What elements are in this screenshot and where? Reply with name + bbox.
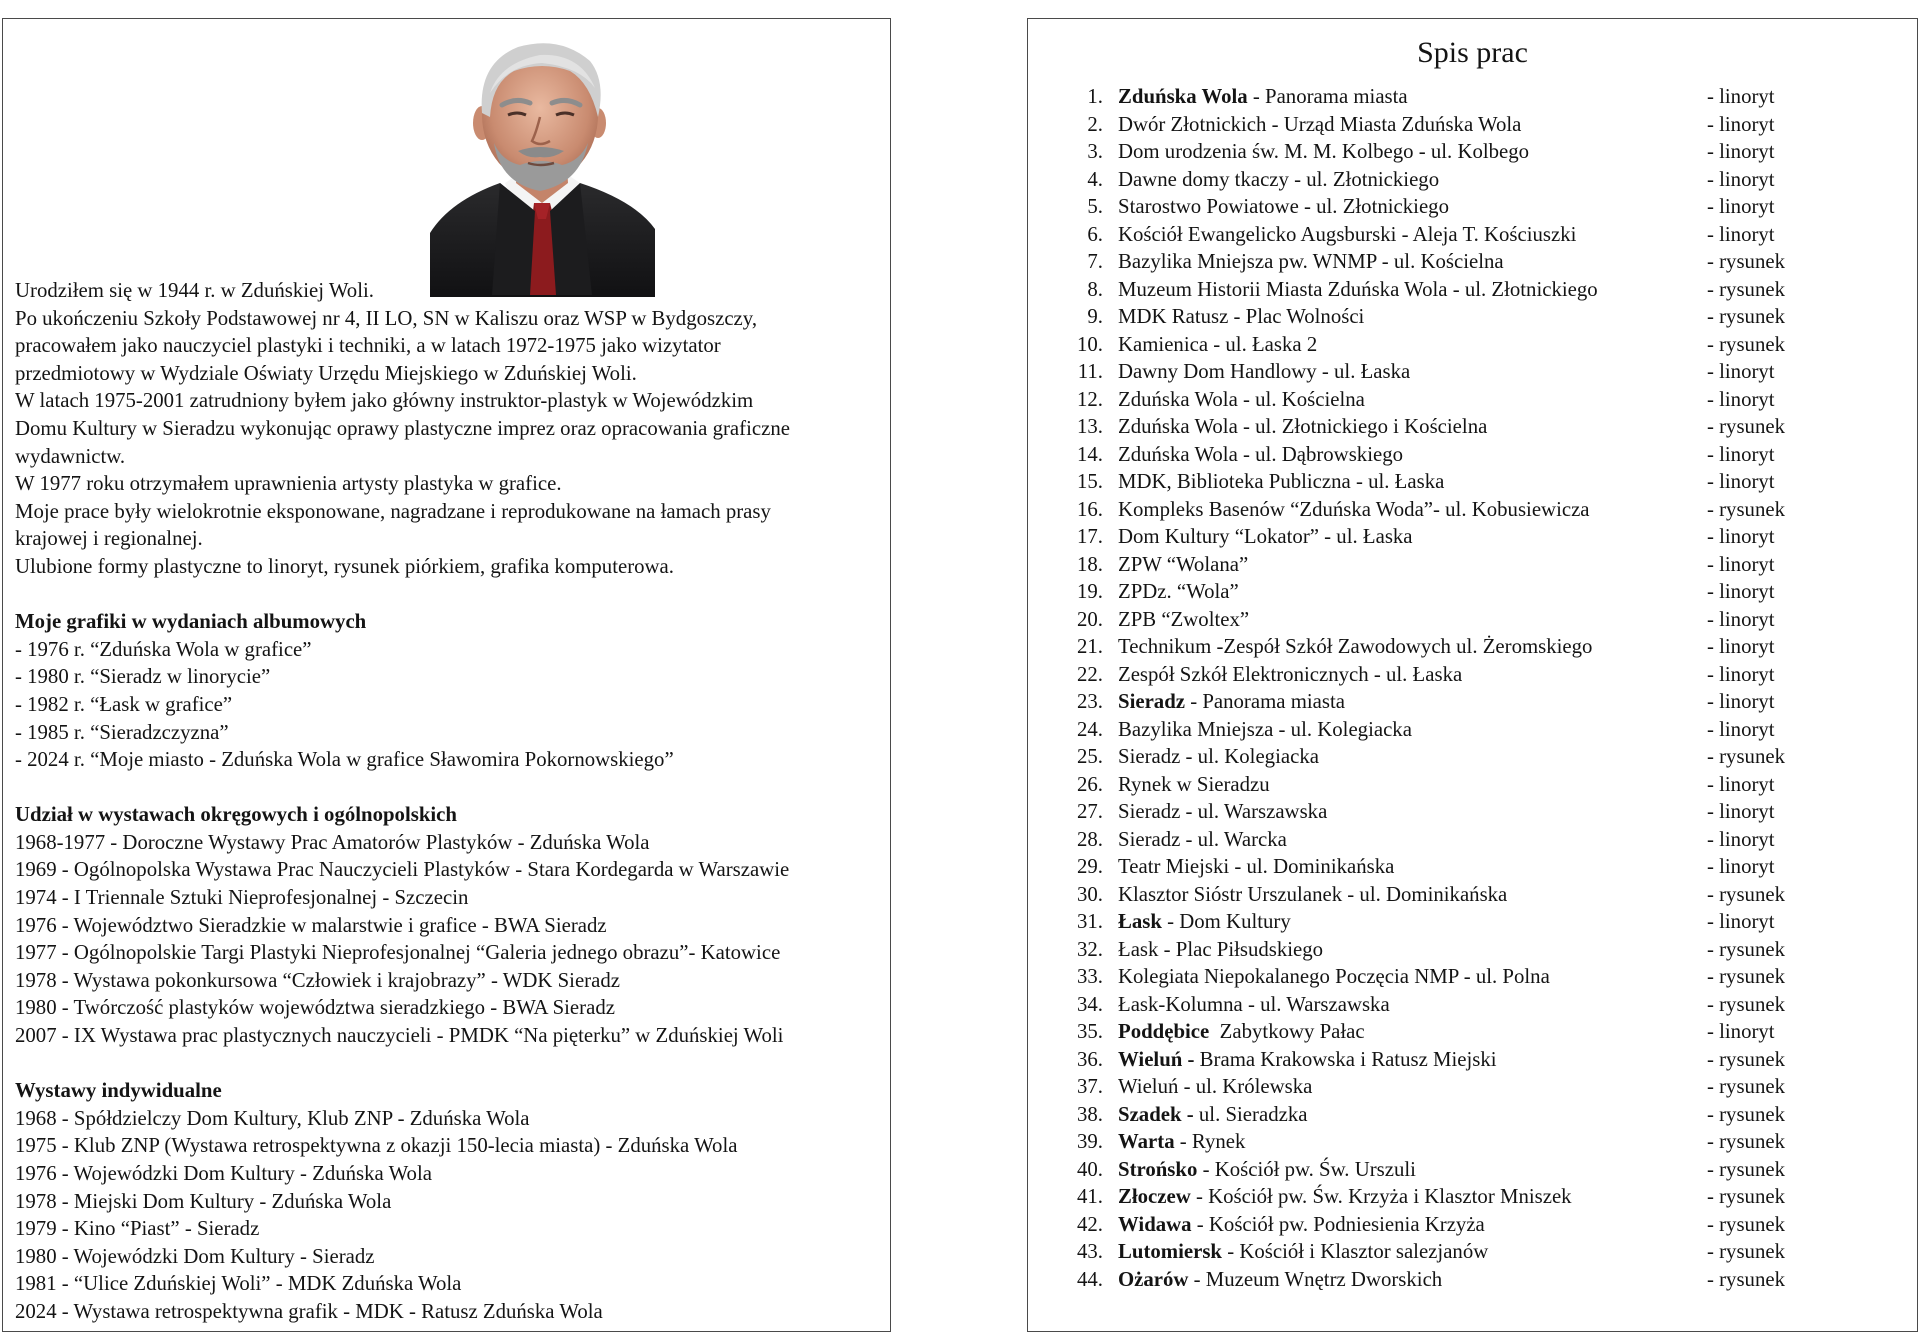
work-number: 20. xyxy=(1077,607,1103,631)
work-technique: - rysunek xyxy=(1707,1130,1785,1153)
group-exhibition-item: 1978 - Wystawa pokonkursowa “Człowiek i krajobrazy” - WDK Sieradz xyxy=(15,968,620,992)
work-technique: - linoryt xyxy=(1707,442,1775,466)
work-item xyxy=(1067,578,1907,606)
work-technique: - linoryt xyxy=(1707,470,1775,493)
work-number: 24. xyxy=(1077,717,1103,741)
work-description: Sieradz - ul. Warszawska xyxy=(1118,800,1328,823)
work-number: 38. xyxy=(1077,1102,1103,1126)
work-place: Widawa xyxy=(1118,1212,1192,1236)
work-item xyxy=(1067,358,1907,386)
biography-text xyxy=(15,277,889,1326)
work-number: 32. xyxy=(1077,937,1103,961)
album-item: - 1985 r. “Sieradzczyzna” xyxy=(15,720,229,744)
work-item xyxy=(1067,386,1907,414)
work-number: 8. xyxy=(1087,277,1103,301)
work-number: 13. xyxy=(1077,415,1103,438)
work-title xyxy=(1118,551,1248,579)
work-technique: - rysunek xyxy=(1707,1212,1785,1236)
work-title xyxy=(1118,276,1598,304)
work-place: Szadek - xyxy=(1118,1102,1194,1126)
work-place: Złoczew xyxy=(1118,1185,1191,1208)
bio-line: wydawnictw. xyxy=(15,444,126,468)
work-technique: - linoryt xyxy=(1707,140,1775,163)
work-item xyxy=(1067,276,1907,304)
section-spacer xyxy=(15,774,889,802)
work-description: Sieradz - ul. Kolegiacka xyxy=(1118,745,1319,768)
work-description: MDK, Biblioteka Publiczna - ul. Łaska xyxy=(1118,470,1445,493)
group-exhibition-item: 1969 - Ogólnopolska Wystawa Prac Nauczycieli Plastyków - Stara Kordegarda w Warszawie xyxy=(15,858,790,882)
work-technique: - rysunek xyxy=(1707,1240,1785,1263)
work-item xyxy=(1067,1101,1907,1129)
work-place: Sieradz xyxy=(1118,690,1186,713)
work-item xyxy=(1067,496,1907,524)
work-title xyxy=(1118,496,1590,524)
work-number: 22. xyxy=(1077,662,1103,686)
work-technique: - rysunek xyxy=(1707,937,1785,961)
work-number: 41. xyxy=(1077,1185,1103,1208)
work-title xyxy=(1118,1128,1245,1156)
work-number: 36. xyxy=(1077,1047,1103,1071)
work-title xyxy=(1118,1018,1365,1046)
work-item xyxy=(1067,303,1907,331)
work-number: 18. xyxy=(1077,552,1103,576)
work-item xyxy=(1067,881,1907,909)
solo-exhibition-item: 1978 - Miejski Dom Kultury - Zduńska Wola xyxy=(15,1189,392,1213)
work-item xyxy=(1067,441,1907,469)
work-place: Warta xyxy=(1118,1130,1175,1153)
work-description: Bazylika Mniejsza pw. WNMP - ul. Kościelna xyxy=(1118,250,1504,273)
work-technique: - rysunek xyxy=(1707,1102,1785,1126)
section-spacer xyxy=(15,1050,889,1078)
group-exhibition-item: 1974 - I Triennale Sztuki Nieprofesjonalnej - Szczecin xyxy=(15,886,469,910)
work-technique: - linoryt xyxy=(1707,1020,1775,1043)
work-description: Zabytkowy Pałac xyxy=(1209,1020,1365,1043)
work-item xyxy=(1067,936,1907,964)
work-number: 37. xyxy=(1077,1075,1103,1098)
work-item xyxy=(1067,1183,1907,1211)
group-exhibition-item: 1980 - Twórczość plastyków województwa sieradzkiego - BWA Sieradz xyxy=(15,996,615,1020)
work-title xyxy=(1118,166,1439,194)
work-technique: - rysunek xyxy=(1707,745,1785,768)
work-technique: - rysunek xyxy=(1707,882,1785,906)
work-item xyxy=(1067,468,1907,496)
work-number: 44. xyxy=(1077,1267,1103,1291)
work-title xyxy=(1118,936,1323,964)
work-technique: - linoryt xyxy=(1707,85,1775,108)
portrait-illustration xyxy=(430,33,655,297)
work-description: - Kościół pw. Św. Urszuli xyxy=(1197,1157,1416,1181)
work-technique: - linoryt xyxy=(1707,717,1775,741)
work-description: Dom urodzenia św. M. M. Kolbego - ul. Kolbego xyxy=(1118,140,1530,163)
work-description: - Kościół i Klasztor salezjanów xyxy=(1222,1240,1489,1263)
work-description: Starostwo Powiatowe - ul. Złotnickiego xyxy=(1118,195,1449,218)
work-description: Zduńska Wola - ul. Złotnickiego i Kościelna xyxy=(1118,415,1488,438)
work-number: 42. xyxy=(1077,1212,1103,1236)
work-number: 19. xyxy=(1077,580,1103,603)
work-place: Strońsko xyxy=(1118,1157,1198,1181)
work-place: Łask xyxy=(1118,910,1162,933)
work-number: 15. xyxy=(1077,470,1103,493)
work-technique: - rysunek xyxy=(1707,415,1785,438)
work-item xyxy=(1067,743,1907,771)
work-technique: - rysunek xyxy=(1707,250,1785,273)
work-title xyxy=(1118,358,1410,386)
work-number: 34. xyxy=(1077,992,1103,1016)
work-technique: - rysunek xyxy=(1707,305,1785,328)
bio-line: Urodziłem się w 1944 r. w Zduńskiej Woli. xyxy=(15,279,374,302)
work-technique: - rysunek xyxy=(1707,1267,1785,1291)
solo-exhibition-item: 1975 - Klub ZNP (Wystawa retrospektywna z okazji 150-lecia miasta) - Zduńska Wola xyxy=(15,1134,738,1158)
work-description: Dom Kultury “Lokator” - ul. Łaska xyxy=(1118,525,1413,548)
work-item xyxy=(1067,606,1907,634)
work-description: Dawny Dom Handlowy - ul. Łaska xyxy=(1118,360,1411,383)
work-number: 14. xyxy=(1077,442,1103,466)
bio-line: Ulubione formy plastyczne to linoryt, rysunek piórkiem, grafika komputerowa. xyxy=(15,554,674,578)
work-title xyxy=(1118,303,1364,331)
work-technique: - rysunek xyxy=(1707,1075,1785,1098)
work-item xyxy=(1067,1018,1907,1046)
work-item xyxy=(1067,716,1907,744)
work-title xyxy=(1118,963,1550,991)
work-place: Ożarów xyxy=(1118,1267,1189,1291)
work-item xyxy=(1067,1156,1907,1184)
work-item xyxy=(1067,908,1907,936)
work-title xyxy=(1118,826,1287,854)
work-description: Kompleks Basenów “Zduńska Woda”- ul. Kobusiewicza xyxy=(1118,497,1590,521)
work-description: Rynek w Sieradzu xyxy=(1118,772,1270,796)
work-description: - Kościół pw. Św. Krzyża i Klasztor Mniszek xyxy=(1190,1185,1572,1208)
solo-exhibition-item: 1979 - Kino “Piast” - Sieradz xyxy=(15,1217,260,1241)
work-description: Łask - Plac Piłsudskiego xyxy=(1118,937,1324,961)
work-number: 33. xyxy=(1077,965,1103,988)
work-description: Technikum -Zespół Szkół Zawodowych ul. Żeromskiego xyxy=(1118,635,1593,658)
work-number: 4. xyxy=(1087,167,1103,191)
work-item xyxy=(1067,248,1907,276)
work-technique: - rysunek xyxy=(1707,497,1785,521)
work-description: ul. Sieradzka xyxy=(1193,1102,1308,1126)
solo-exhibition-item: 1981 - “Ulice Zduńskiej Woli” - MDK Zduńska Wola xyxy=(15,1272,462,1296)
group-exhibition-item: 2007 - IX Wystawa prac plastycznych nauczycieli - PMDK “Na pięterku” w Zduńskiej Woli xyxy=(15,1024,784,1048)
work-number: 27. xyxy=(1077,800,1103,823)
work-item xyxy=(1067,798,1907,826)
work-title xyxy=(1118,386,1365,414)
work-number: 5. xyxy=(1087,195,1103,218)
work-title xyxy=(1118,248,1504,276)
work-item xyxy=(1067,551,1907,579)
work-number: 2. xyxy=(1087,112,1103,136)
work-technique: - rysunek xyxy=(1707,277,1785,301)
work-description: ZPB “Zwoltex” xyxy=(1118,607,1250,631)
work-item xyxy=(1067,1073,1907,1101)
work-title xyxy=(1118,331,1317,359)
bio-line: Domu Kultury w Sieradzu wykonując oprawy plastyczne imprez oraz opracowania graficzne xyxy=(15,416,790,440)
work-title xyxy=(1118,688,1345,716)
section-spacer xyxy=(15,581,889,609)
works-list-page xyxy=(1027,18,1918,1332)
work-description: - Muzeum Wnętrz Dworskich xyxy=(1188,1267,1443,1291)
work-description: Zduńska Wola - ul. Kościelna xyxy=(1118,387,1365,411)
work-number: 16. xyxy=(1077,497,1103,521)
work-title xyxy=(1118,578,1239,606)
work-title xyxy=(1118,441,1403,469)
work-title xyxy=(1118,771,1270,799)
work-description: - Kościół pw. Podniesienia Krzyża xyxy=(1191,1212,1485,1236)
work-technique: - linoryt xyxy=(1707,552,1775,576)
work-title xyxy=(1118,138,1529,166)
group-exhibition-item: 1968-1977 - Doroczne Wystawy Prac Amatorów Plastyków - Zduńska Wola xyxy=(15,830,650,854)
work-number: 28. xyxy=(1077,827,1103,851)
work-item xyxy=(1067,221,1907,249)
work-description: Brama Krakowska i Ratusz Miejski xyxy=(1194,1047,1497,1071)
work-description: Kamienica - ul. Łaska 2 xyxy=(1118,332,1318,356)
work-technique: - linoryt xyxy=(1707,222,1775,246)
work-technique: - linoryt xyxy=(1707,827,1775,851)
work-number: 40. xyxy=(1077,1157,1103,1181)
work-description: Zespół Szkół Elektronicznych - ul. Łaska xyxy=(1118,662,1463,686)
album-item: - 1982 r. “Łask w grafice” xyxy=(15,692,233,716)
work-technique: - linoryt xyxy=(1707,525,1775,548)
work-number: 7. xyxy=(1087,250,1103,273)
solo-exhibition-item: 1968 - Spółdzielczy Dom Kultury, Klub ZNP - Zduńska Wola xyxy=(15,1106,530,1130)
work-technique: - linoryt xyxy=(1707,772,1775,796)
work-description: Wieluń - ul. Królewska xyxy=(1118,1075,1313,1098)
work-title xyxy=(1118,633,1592,661)
works-list xyxy=(1067,83,1907,1293)
work-title xyxy=(1118,908,1291,936)
work-number: 3. xyxy=(1087,140,1103,163)
work-description: Bazylika Mniejsza - ul. Kolegiacka xyxy=(1118,717,1412,741)
work-number: 30. xyxy=(1077,882,1103,906)
group-exhibitions-heading: Udział w wystawach okręgowych i ogólnopolskich xyxy=(15,803,457,827)
work-title xyxy=(1118,881,1507,909)
work-number: 11. xyxy=(1077,360,1103,383)
work-item xyxy=(1067,771,1907,799)
work-description: ZPW “Wolana” xyxy=(1118,552,1249,576)
work-description: - Dom Kultury xyxy=(1161,910,1291,933)
work-technique: - linoryt xyxy=(1707,360,1775,383)
work-description: Dawne domy tkaczy - ul. Złotnickiego xyxy=(1118,167,1440,191)
bio-line: W 1977 roku otrzymałem uprawnienia artysty plastyka w grafice. xyxy=(15,472,562,496)
group-exhibition-item: 1976 - Województwo Sieradzkie w malarstwie i grafice - BWA Sieradz xyxy=(15,913,607,937)
work-title xyxy=(1118,1183,1572,1211)
work-number: 12. xyxy=(1077,387,1103,411)
work-title xyxy=(1118,991,1390,1019)
work-item xyxy=(1067,1238,1907,1266)
work-technique: - linoryt xyxy=(1707,112,1775,136)
work-item xyxy=(1067,193,1907,221)
work-number: 31. xyxy=(1077,910,1103,933)
work-number: 35. xyxy=(1077,1020,1103,1043)
work-technique: - linoryt xyxy=(1707,167,1775,191)
work-item xyxy=(1067,1046,1907,1074)
work-number: 17. xyxy=(1077,525,1103,548)
work-item xyxy=(1067,111,1907,139)
work-description: Dwór Złotnickich - Urząd Miasta Zduńska Wola xyxy=(1118,112,1522,136)
work-place: Lutomiersk xyxy=(1118,1240,1222,1263)
work-number: 10. xyxy=(1077,332,1103,356)
bio-line: Po ukończeniu Szkoły Podstawowej nr 4, II LO, SN w Kaliszu oraz WSP w Bydgoszczy, xyxy=(15,306,758,330)
work-description: Zduńska Wola - ul. Dąbrowskiego xyxy=(1118,442,1404,466)
work-technique: - rysunek xyxy=(1707,332,1785,356)
work-technique: - linoryt xyxy=(1707,580,1775,603)
work-place: Wieluń - xyxy=(1118,1047,1195,1071)
work-description: MDK Ratusz - Plac Wolności xyxy=(1118,305,1365,328)
work-title xyxy=(1118,798,1327,826)
work-item xyxy=(1067,826,1907,854)
work-title xyxy=(1118,1156,1416,1184)
work-technique: - linoryt xyxy=(1707,662,1775,686)
bio-line: Moje prace były wielokrotnie eksponowane, nagradzane i reprodukowane na łamach prasy xyxy=(15,499,771,523)
work-title xyxy=(1118,1238,1488,1266)
work-number: 21. xyxy=(1077,635,1103,658)
work-title xyxy=(1118,1266,1442,1294)
work-technique: - rysunek xyxy=(1707,1157,1785,1181)
work-technique: - linoryt xyxy=(1707,607,1775,631)
work-description: Kolegiata Niepokalanego Poczęcia NMP - ul. Polna xyxy=(1118,965,1550,988)
work-item xyxy=(1067,633,1907,661)
work-item xyxy=(1067,661,1907,689)
work-title xyxy=(1118,523,1413,551)
work-technique: - rysunek xyxy=(1707,992,1785,1016)
work-title xyxy=(1118,193,1449,221)
author-portrait xyxy=(430,33,655,297)
work-number: 29. xyxy=(1077,855,1103,878)
work-description: Łask-Kolumna - ul. Warszawska xyxy=(1118,992,1390,1016)
work-description: - Panorama miasta xyxy=(1185,690,1345,713)
bio-line: przedmiotowy w Wydziale Oświaty Urzędu Miejskiego w Zduńskiej Woli. xyxy=(15,361,637,385)
bio-line: krajowej i regionalnej. xyxy=(15,527,203,551)
work-item xyxy=(1067,413,1907,441)
album-item: - 1980 r. “Sieradz w linorycie” xyxy=(15,665,271,689)
works-list-title: Spis prac xyxy=(1417,36,1528,69)
work-item xyxy=(1067,331,1907,359)
work-technique: - linoryt xyxy=(1707,910,1775,933)
work-title xyxy=(1118,111,1521,139)
work-number: 26. xyxy=(1077,772,1103,796)
work-technique: - linoryt xyxy=(1707,635,1775,658)
work-title xyxy=(1118,743,1319,771)
work-technique: - rysunek xyxy=(1707,965,1785,988)
work-place: Zduńska Wola xyxy=(1118,85,1248,108)
group-exhibition-item: 1977 - Ogólnopolskie Targi Plastyki Nieprofesjonalnej “Galeria jednego obrazu”- Katowice xyxy=(15,941,781,965)
work-title xyxy=(1118,1211,1485,1239)
work-description: Klasztor Sióstr Urszulanek - ul. Dominikańska xyxy=(1118,882,1508,906)
work-title xyxy=(1118,221,1576,249)
work-item xyxy=(1067,166,1907,194)
work-item xyxy=(1067,853,1907,881)
work-item xyxy=(1067,83,1907,111)
work-title xyxy=(1118,1046,1497,1074)
solo-exhibition-item: 1976 - Wojewódzki Dom Kultury - Zduńska Wola xyxy=(15,1162,432,1185)
work-item xyxy=(1067,688,1907,716)
work-number: 23. xyxy=(1077,690,1103,713)
work-description: - Rynek xyxy=(1174,1130,1246,1153)
bio-line: W latach 1975-2001 zatrudniony byłem jako główny instruktor-plastyk w Wojewódzkim xyxy=(15,389,754,413)
work-title xyxy=(1118,1073,1312,1101)
work-number: 43. xyxy=(1077,1240,1103,1263)
album-item: - 2024 r. “Moje miasto - Zduńska Wola w grafice Sławomira Pokornowskiego” xyxy=(15,748,674,772)
work-item xyxy=(1067,1128,1907,1156)
work-description: - Panorama miasta xyxy=(1247,85,1408,108)
work-item xyxy=(1067,991,1907,1019)
work-technique: - linoryt xyxy=(1707,800,1775,823)
work-number: 9. xyxy=(1087,305,1103,328)
work-description: ZPDz. “Wola” xyxy=(1118,580,1239,603)
album-item: - 1976 r. “Zduńska Wola w grafice” xyxy=(15,637,312,661)
work-item xyxy=(1067,963,1907,991)
work-title xyxy=(1118,413,1487,441)
bio-line: pracowałem jako nauczyciel plastyki i techniki, a w latach 1972-1975 jako wizytator xyxy=(15,334,721,358)
work-technique: - rysunek xyxy=(1707,1185,1785,1208)
work-item xyxy=(1067,138,1907,166)
work-description: Muzeum Historii Miasta Zduńska Wola - ul. Złotnickiego xyxy=(1118,277,1598,301)
work-number: 6. xyxy=(1087,222,1103,246)
work-description: Teatr Miejski - ul. Dominikańska xyxy=(1118,855,1395,878)
work-technique: - linoryt xyxy=(1707,855,1775,878)
work-description: Sieradz - ul. Warcka xyxy=(1118,827,1287,851)
work-title xyxy=(1118,716,1412,744)
work-number: 39. xyxy=(1077,1130,1103,1153)
work-title xyxy=(1118,83,1408,111)
work-title xyxy=(1118,853,1394,881)
work-title xyxy=(1118,468,1444,496)
work-description: Kościół Ewangelicko Augsburski - Aleja T. Kościuszki xyxy=(1118,222,1577,246)
work-number: 25. xyxy=(1077,745,1103,768)
work-technique: - rysunek xyxy=(1707,1047,1785,1071)
work-technique: - linoryt xyxy=(1707,387,1775,411)
work-title xyxy=(1118,1101,1307,1129)
work-item xyxy=(1067,1211,1907,1239)
work-title xyxy=(1118,606,1249,634)
work-item xyxy=(1067,523,1907,551)
work-number: 1. xyxy=(1087,85,1103,108)
solo-exhibitions-heading: Wystawy indywidualne xyxy=(15,1079,222,1103)
work-technique: - linoryt xyxy=(1707,195,1775,218)
biography-page xyxy=(2,18,891,1332)
work-place: Poddębice xyxy=(1118,1020,1210,1043)
solo-exhibition-item: 2024 - Wystawa retrospektywna grafik - MDK - Ratusz Zduńska Wola xyxy=(15,1299,603,1323)
work-technique: - linoryt xyxy=(1707,690,1775,713)
albums-heading: Moje grafiki w wydaniach albumowych xyxy=(15,610,367,634)
solo-exhibition-item: 1980 - Wojewódzki Dom Kultury - Sieradz xyxy=(15,1244,375,1268)
work-title xyxy=(1118,661,1462,689)
work-item xyxy=(1067,1266,1907,1294)
